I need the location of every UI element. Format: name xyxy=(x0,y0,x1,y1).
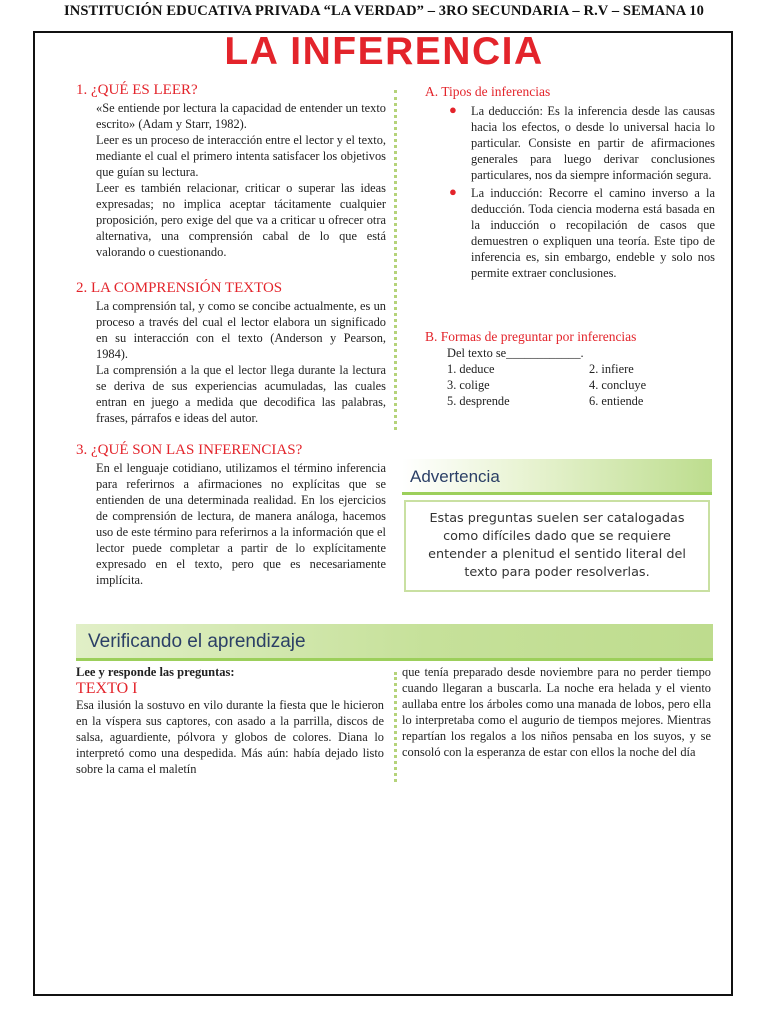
tipos-inferencias xyxy=(425,84,715,283)
formas-preguntar xyxy=(425,329,715,409)
advertencia-banner xyxy=(402,459,712,492)
list-item-text: La deducción: Es la inferencia desde las causas hacia los efectos, o desde lo universal hacia lo particular. Consiste en partir de afirmaciones generales para luego derivar conclusiones particulares, nos da siempre información segura. xyxy=(471,104,715,182)
list-item xyxy=(425,185,715,281)
page-header: INSTITUCIÓN EDUCATIVA PRIVADA “LA VERDAD” – 3RO SECUNDARIA – R.V – SEMANA 10 xyxy=(64,3,704,19)
reading-text: Esa ilusión la sostuvo en vilo durante la fiesta que le hicieron en la víspera sus captores, con asado a la parrilla, discos de salsa, aguardiente, pólvora y globos de colores. Diana lo interpretó como una despedida. Más aún: había dejado listo sobre la cama el maletín xyxy=(76,698,384,776)
formas-heading: B. Formas de preguntar por inferencias xyxy=(425,329,637,344)
advertencia-box: Estas preguntas suelen ser catalogadas como difíciles dado que se requiere entender a plenitud el sentido literal del texto para poder resolverlas. xyxy=(404,500,710,592)
option: 1. deduce xyxy=(447,362,495,376)
formas-options xyxy=(425,361,715,409)
verificando-title: Verificando el aprendizaje xyxy=(88,631,306,652)
paragraph: Leer es también relacionar, criticar o superar las ideas expresadas; no implica aceptar tácitamente cualquier proposición, pero exige del que va a criticar u ofrecer otra alternativa, una comprensión cabal de lo que está valorando o cuestionando. xyxy=(96,181,386,259)
instruction: Lee y responde las preguntas: xyxy=(76,665,235,679)
section-heading: 1. ¿QUÉ ES LEER? xyxy=(76,82,198,98)
reading-text: que tenía preparado desde noviembre para no perder tiempo cuando llegaran a buscarla. La noche era helada y el viento aullaba entre los árboles como una manada de lobos, pero ella lo interpretaba como el augurio de tiempos mejores. Mientras repartían los regalos a los niños pensaba en los suyos, y se consoló con la esperanza de estar con ellos la noche del día xyxy=(402,665,711,759)
option: 3. colige xyxy=(447,378,490,392)
section-2 xyxy=(76,280,386,426)
option: 5. desprende xyxy=(447,394,510,408)
paragraph: Leer es un proceso de interacción entre el lector y el texto, mediante el cual el primero intenta satisfacer los objetivos que guían su lectura. xyxy=(96,133,386,179)
section-3 xyxy=(76,442,386,588)
texto-col-1 xyxy=(76,664,384,777)
texto-col-2 xyxy=(402,664,711,760)
bullet-icon: ● xyxy=(449,102,457,117)
list-item xyxy=(425,103,715,183)
column-divider xyxy=(394,90,397,430)
option: 4. concluye xyxy=(589,378,647,392)
section-heading: 2. LA COMPRENSIÓN TEXTOS xyxy=(76,280,283,296)
option: 2. infiere xyxy=(589,362,634,376)
section-heading: 3. ¿QUÉ SON LAS INFERENCIAS? xyxy=(76,442,303,458)
column-divider xyxy=(394,672,397,782)
section-1 xyxy=(76,82,386,260)
paragraph: En el lenguaje cotidiano, utilizamos el término inferencia para referirnos a afirmaciones no explícitas que se entienden de una determinada realidad. En los ejercicios de comprensión de lectura, de manera análoga, hacemos uso de este término para referirnos a la información que el lector puede completar a partir de lo explícitamente expresado en el texto, pero que es necesariamente implícita. xyxy=(96,461,386,587)
texto-heading: TEXTO I xyxy=(76,680,138,697)
paragraph: La comprensión tal, y como se concibe actualmente, es un proceso a través del cual el lector elabora un significado en su interacción con el texto (Anderson y Pearson, 1984). xyxy=(96,299,386,361)
option: 6. entiende xyxy=(589,394,644,408)
bullet-icon: ● xyxy=(449,184,457,199)
tipos-heading: A. Tipos de inferencias xyxy=(425,84,551,99)
verificando-banner xyxy=(76,624,713,658)
paragraph: «Se entiende por lectura la capacidad de entender un texto escrito» (Adam y Starr, 1982). xyxy=(96,101,386,131)
advertencia-title: Advertencia xyxy=(410,467,500,486)
list-item-text: La inducción: Recorre el camino inverso a la deducción. Toda ciencia moderna está basada en la inducción o recopilación de casos que demuestren o expliquen una teoría. Este tipo de inferencia es, sin embargo, endeble y solo nos permite extraer conclusiones. xyxy=(471,186,715,280)
page-title: LA INFERENCIA xyxy=(224,30,544,73)
formas-intro: Del texto se____________. xyxy=(447,346,584,360)
paragraph: La comprensión a la que el lector llega durante la lectura se deriva de sus experiencias acumuladas, las cuales entran en juego a medida que decodifica las palabras, frases, párrafos e ideas del autor. xyxy=(96,363,386,425)
